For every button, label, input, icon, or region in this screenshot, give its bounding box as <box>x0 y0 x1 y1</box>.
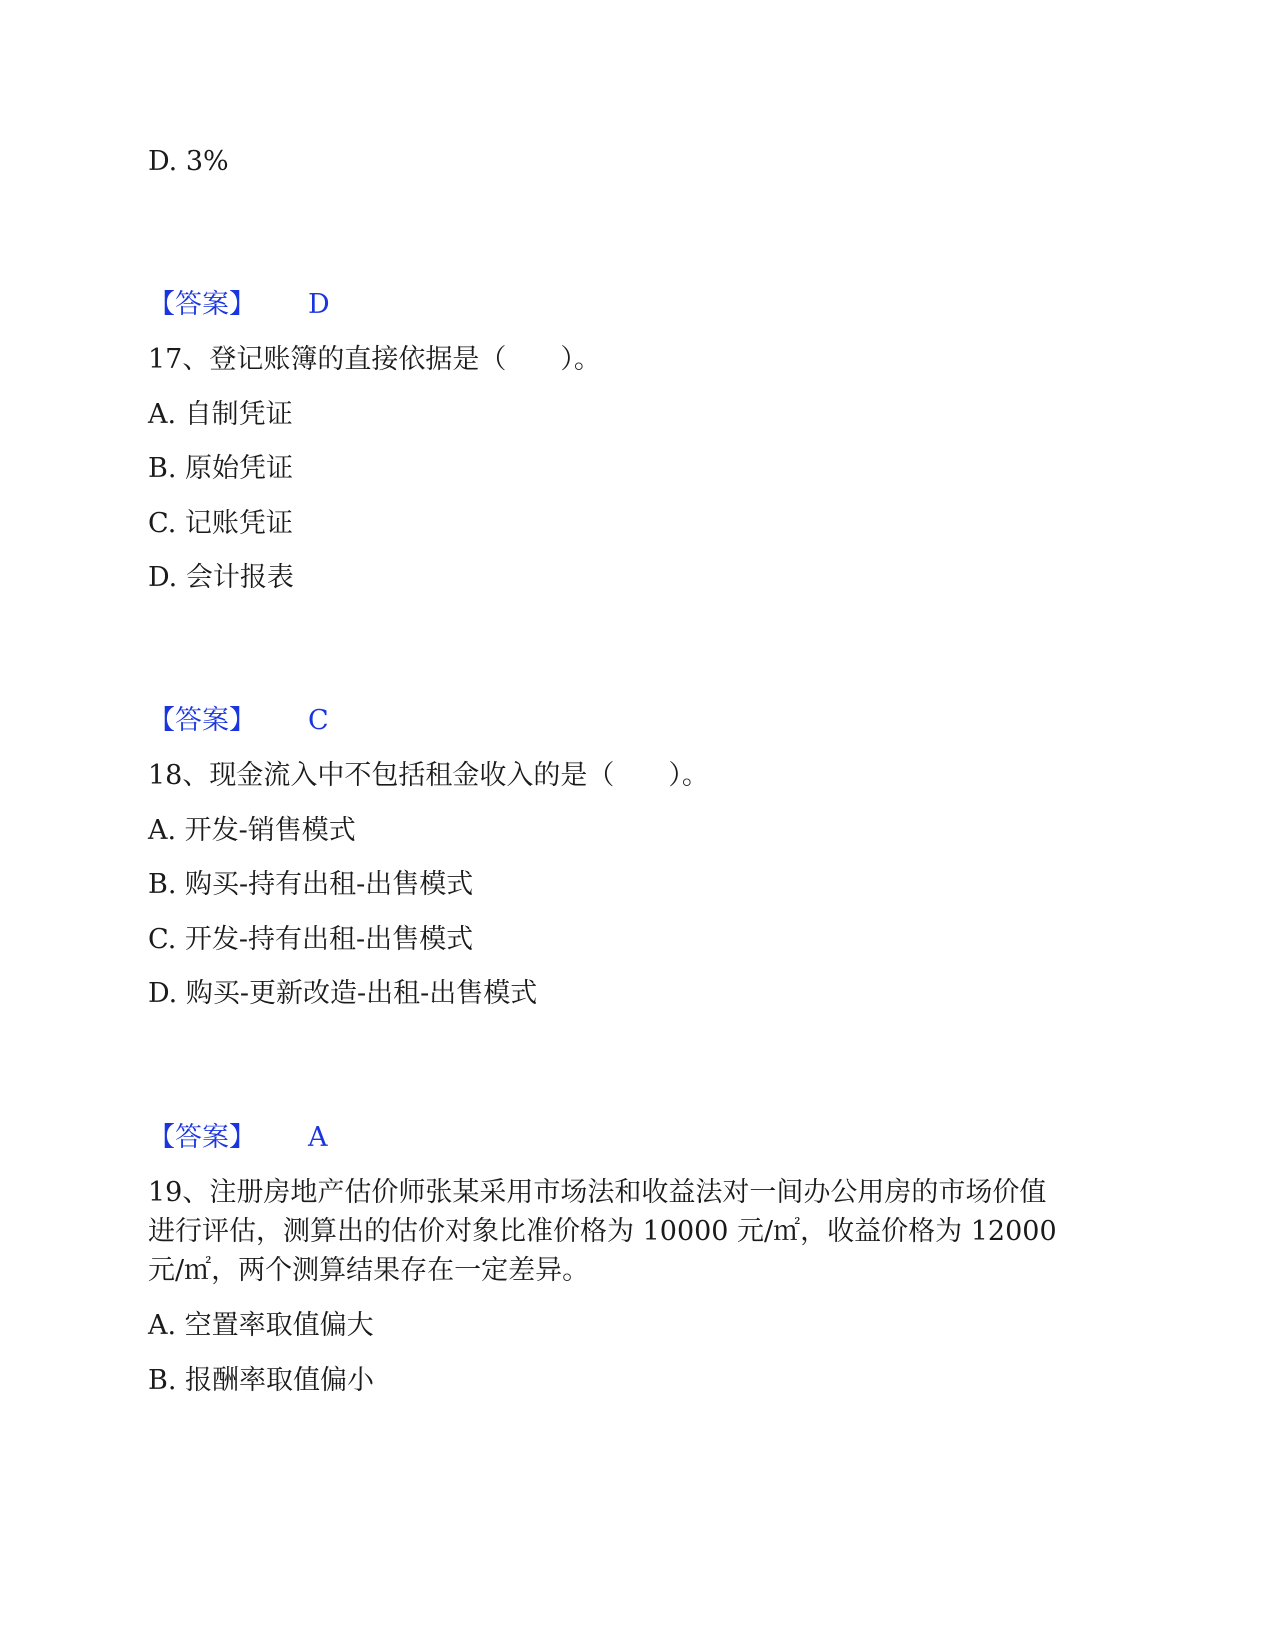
q17-option-a: A. 自制凭证 <box>148 399 293 430</box>
q19-stem-line-1: 19、注册房地产估价师张某采用市场法和收益法对一间办公用房的市场价值 <box>148 1177 1047 1208</box>
q17-answer <box>148 701 329 741</box>
answer-label: 【答案】 <box>148 1122 256 1153</box>
q19-option-b: B. 报酬率取值偏小 <box>148 1365 375 1396</box>
answer-value: A <box>308 1122 328 1153</box>
q18-answer <box>148 1118 328 1158</box>
q17-stem: 17、登记账簿的直接依据是（ ）。 <box>148 344 601 375</box>
q19-stem-line-3: 元/㎡，两个测算结果存在一定差异。 <box>148 1255 590 1286</box>
q19-option-a: A. 空置率取值偏大 <box>148 1310 374 1341</box>
q18-option-c: C. 开发-持有出租-出售模式 <box>148 924 474 955</box>
answer-value: C <box>308 705 329 736</box>
q16-answer <box>148 285 330 325</box>
q18-option-a: A. 开发-销售模式 <box>148 815 356 846</box>
q18-option-b: B. 购买-持有出租-出售模式 <box>148 869 474 900</box>
answer-value: D <box>308 289 330 320</box>
q18-stem: 18、现金流入中不包括租金收入的是（ ）。 <box>148 760 709 791</box>
q17-option-c: C. 记账凭证 <box>148 508 293 539</box>
q17-option-b: B. 原始凭证 <box>148 453 294 484</box>
q17-option-d: D. 会计报表 <box>148 562 294 593</box>
answer-label: 【答案】 <box>148 705 256 736</box>
q18-option-d: D. 购买-更新改造-出租-出售模式 <box>148 978 538 1009</box>
q19-stem-line-2: 进行评估，测算出的估价对象比准价格为 10000 元/㎡，收益价格为 12000 <box>148 1216 1057 1247</box>
q16-option-d: D. 3% <box>148 146 229 177</box>
answer-label: 【答案】 <box>148 289 256 320</box>
